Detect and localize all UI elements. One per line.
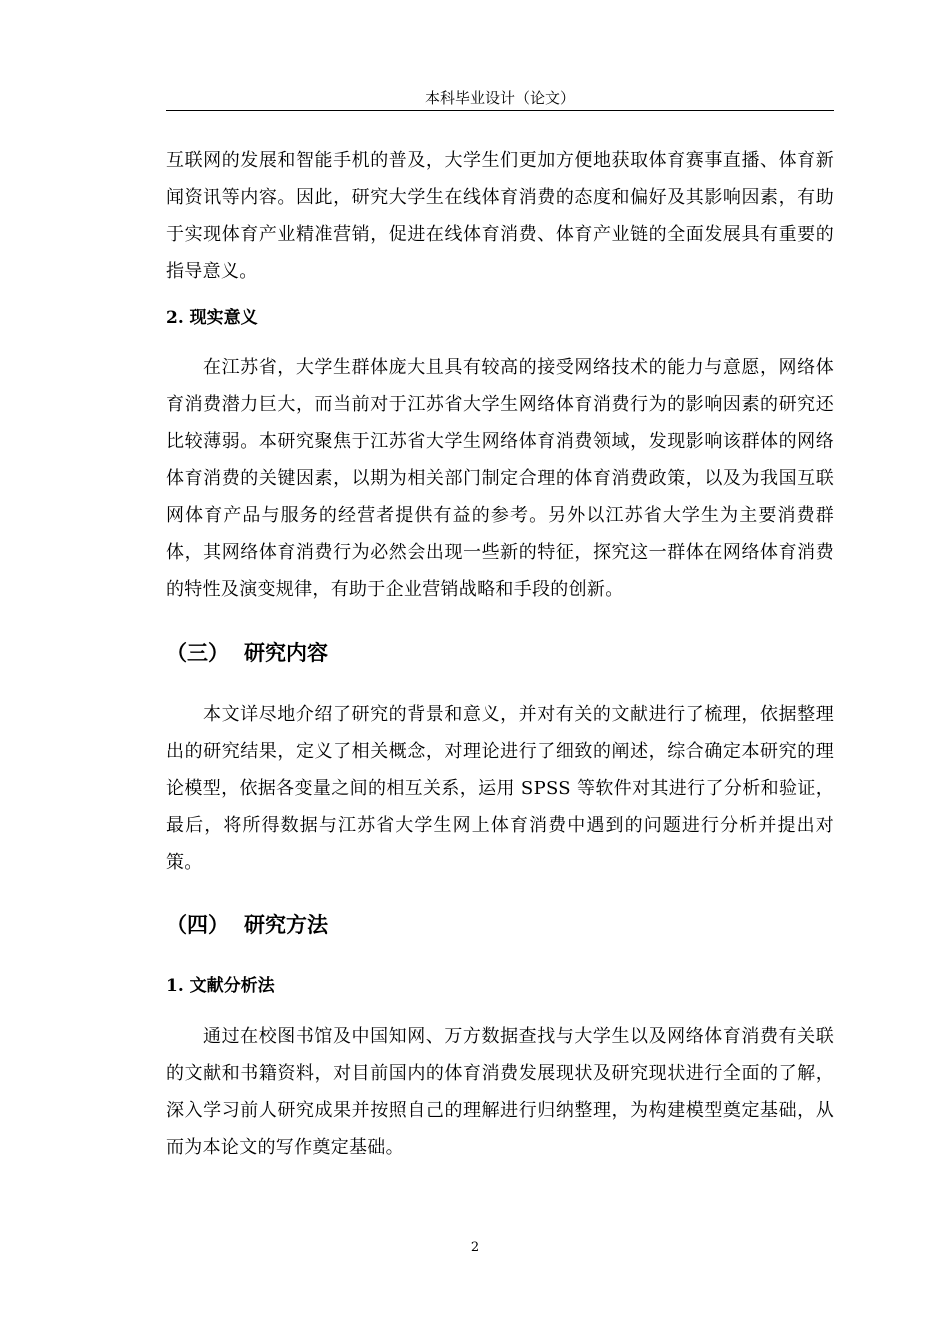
section-number: （四） [166, 912, 229, 937]
paragraph-research-content: 本文详尽地介绍了研究的背景和意义，并对有关的文献进行了梳理，依据整理出的研究结果，定义了相关概念，对理论进行了细致的阐述，综合确定本研究的理论模型，依据各变量之间的相互关系，运用 SPSS 等软件对其进行了分析和验证，最后，将所得数据与江苏省大学生网上体育消费中遇到的问题进行分析并提出对策。 [166, 704, 834, 873]
header-rule [166, 110, 834, 111]
section-number: （三） [166, 640, 229, 665]
paragraph-practical-significance: 在江苏省，大学生群体庞大且具有较高的接受网络技术的能力与意愿，网络体育消费潜力巨大，而当前对于江苏省大学生网络体育消费行为的影响因素的研究还比较薄弱。本研究聚焦于江苏省大学生网络体育消费领域，发现影响该群体的网络体育消费的关键因素，以期为相关部门制定合理的体育消费政策，以及为我国互联网体育产品与服务的经营者提供有益的参考。另外以江苏省大学生为主要消费群体，其网络体育消费行为必然会出现一些新的特征，探究这一群体在网络体育消费的特性及演变规律，有助于企业营销战略和手段的创新。 [166, 357, 834, 600]
subheading-literature-method: 1. 文献分析法 [166, 976, 275, 996]
subheading-practical-significance: 2. 现实意义 [166, 308, 258, 328]
section-title: 研究内容 [244, 640, 328, 665]
paragraph-background-continuation: 互联网的发展和智能手机的普及，大学生们更加方便地获取体育赛事直播、体育新闻资讯等内容。因此，研究大学生在线体育消费的态度和偏好及其影响因素，有助于实现体育产业精准营销，促进在线体育消费、体育产业链的全面发展具有重要的指导意义。 [166, 150, 834, 282]
paragraph-literature-method: 通过在校图书馆及中国知网、万方数据查找与大学生以及网络体育消费有关联的文献和书籍资料，对目前国内的体育消费发展现状及研究现状进行全面的了解，深入学习前人研究成果并按照自己的理解进行归纳整理，为构建模型奠定基础，从而为本论文的写作奠定基础。 [166, 1026, 834, 1158]
section-heading-research-content [166, 640, 834, 666]
page-header-title: 本科毕业设计（论文） [424, 89, 575, 107]
section-heading-research-method [166, 912, 834, 938]
page-number: 2 [470, 1240, 480, 1255]
section-title: 研究方法 [244, 912, 328, 937]
